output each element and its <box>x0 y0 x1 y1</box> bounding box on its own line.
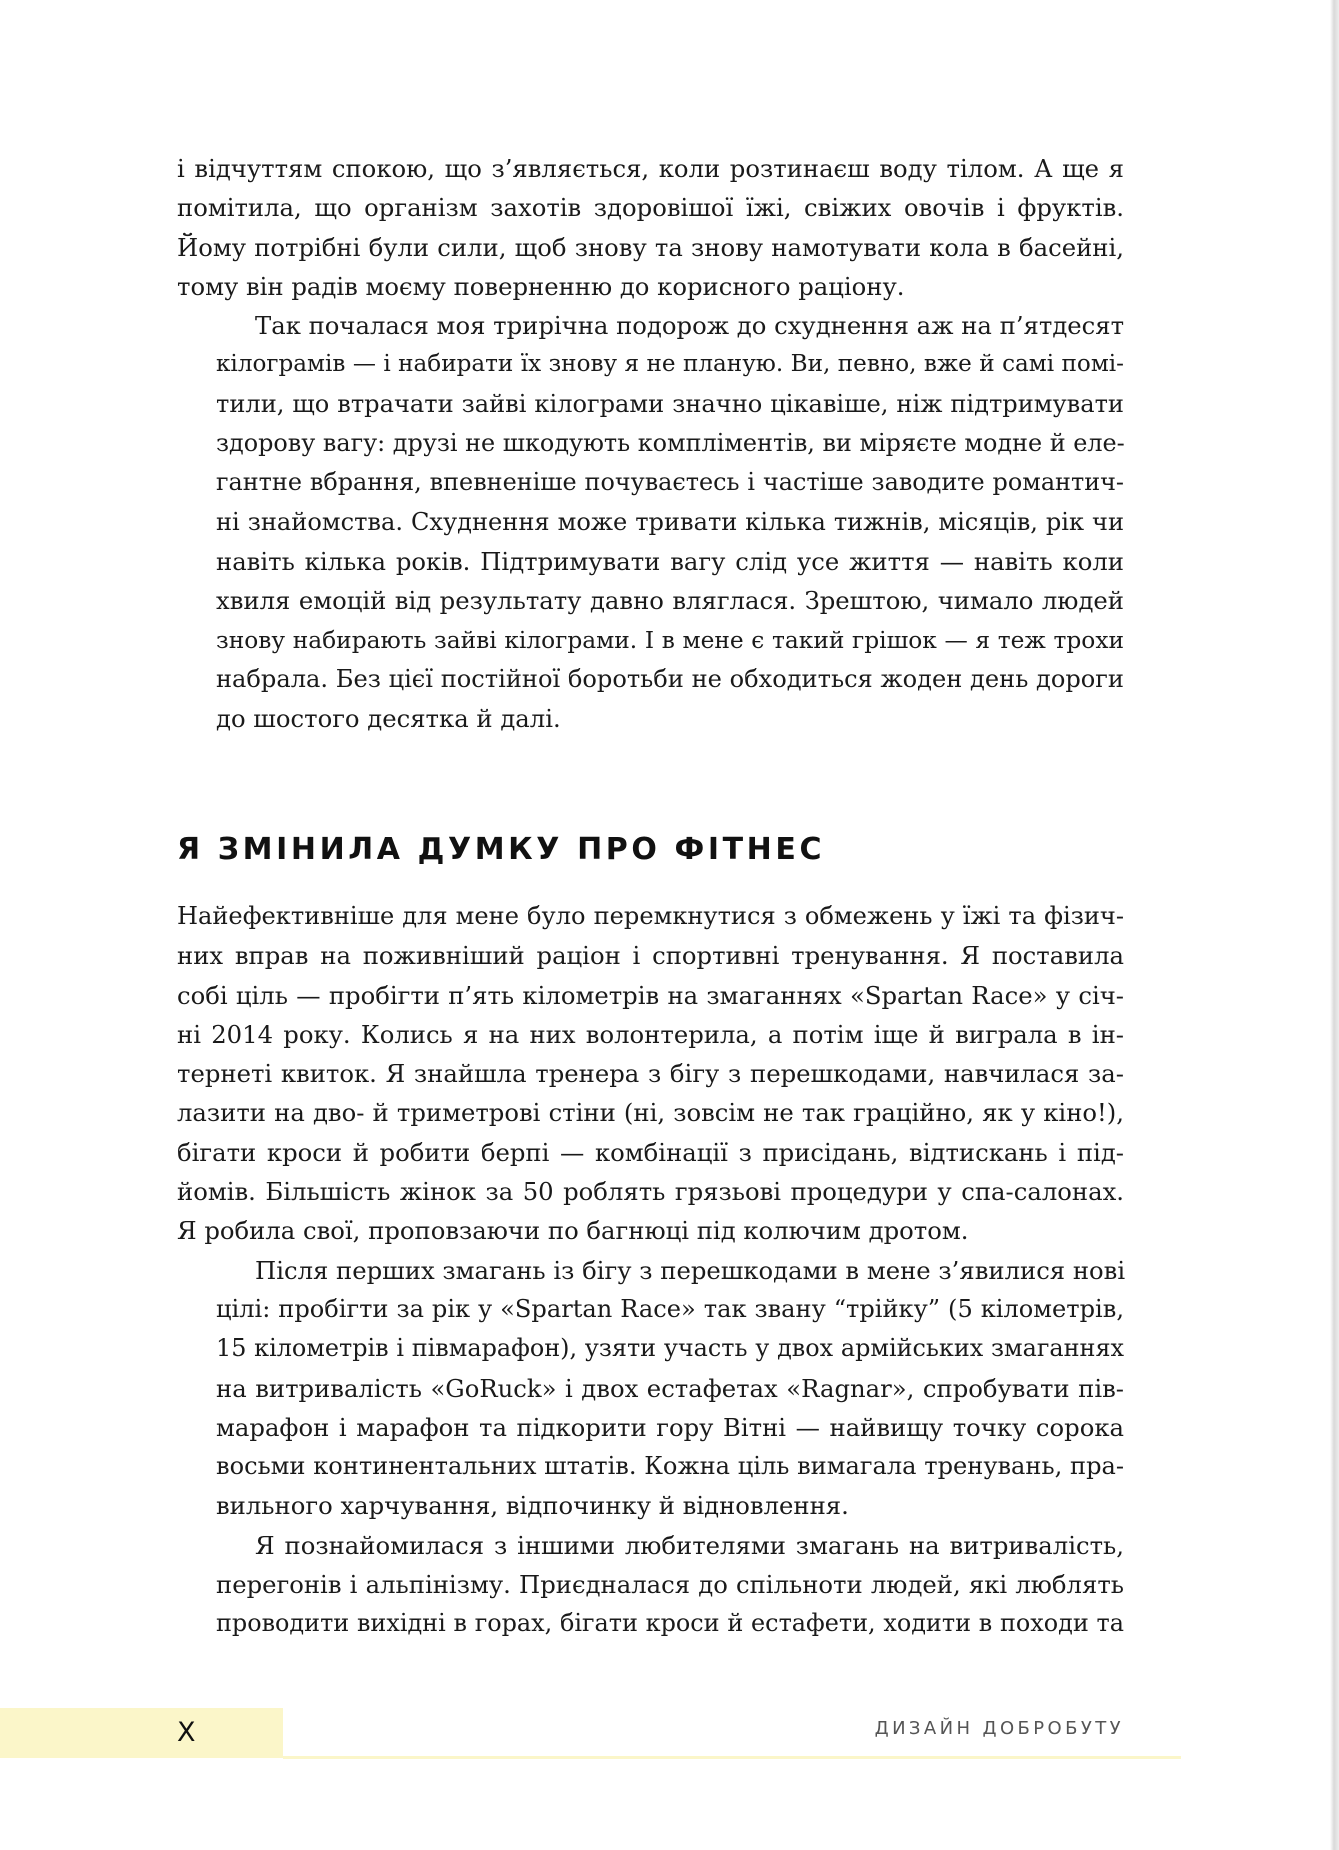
text-line: помітила, що організм захотів здоровішої їжі, свіжих овочів і фруктів. <box>177 193 1124 223</box>
text-line: на витривалість «GoRuck» і двох естафетах «Ragnar», спробувати пів- <box>216 1373 1124 1403</box>
text-line: ні 2014 року. Колись я на них волонтерила, а потім іще й виграла в ін- <box>177 1019 1124 1049</box>
text-line: перегонів і альпінізму. Приєдналася до спільноти людей, які люблять <box>216 1570 1124 1600</box>
footer-rule <box>283 1756 1181 1759</box>
text-line: знову набирають зайві кілограми. І в мене є такий грішок — я теж трохи <box>216 626 1124 654</box>
paragraph-2 <box>177 306 1124 738</box>
paragraph-4 <box>177 1251 1124 1526</box>
text-line: йомів. Більшість жінок за 50 роблять грязьові процедури у спа-салонах. <box>177 1177 1124 1207</box>
text-line: тому він радів моєму поверненню до корисного раціону. <box>177 271 905 301</box>
paragraph-5 <box>177 1526 1124 1644</box>
text-line: Найефективніше для мене було перемкнутися з обмежень у їжі та фізич- <box>177 902 1124 930</box>
text-line: проводити вихідні в горах, бігати кроси й естафети, ходити в походи та <box>216 1609 1124 1638</box>
text-line: кілограмів — і набирати їх знову я не планую. Ви, певно, вже й самі помі- <box>216 351 1124 378</box>
page-edge-shadow <box>1330 0 1339 1850</box>
text-line: Так почалася моя трирічна подорож до схуднення аж на п’ятдесят <box>255 311 1125 341</box>
text-line: хвиля емоцій від результату давно вляглася. Зрештою, чимало людей <box>216 586 1124 616</box>
text-line: Після перших змагань із бігу з перешкодами в мене з’явилися нові <box>255 1255 1126 1285</box>
text-line: вильного харчування, відпочинку й відновлення. <box>216 1491 849 1521</box>
page-number: X <box>177 1717 196 1748</box>
text-line: собі ціль — пробігти п’ять кілометрів на змаганнях «Spartan Race» у січ- <box>177 980 1124 1010</box>
text-line: до шостого десятка й далі. <box>216 704 561 734</box>
footer-page-number-highlight <box>0 1708 283 1758</box>
running-title: ДИЗАЙН ДОБРОБУТУ <box>874 1718 1124 1739</box>
text-line: набрала. Без цієї постійної боротьби не обходиться жоден день дороги <box>216 664 1124 693</box>
text-line: ні знайомства. Схуднення може тривати кілька тижнів, місяців, рік чи <box>216 507 1124 536</box>
body-text-section <box>177 897 1124 1644</box>
text-line: навіть кілька років. Підтримувати вагу слід усе життя — навіть коли <box>216 546 1124 576</box>
paragraph-1 <box>177 149 1124 306</box>
text-line: цілі: пробігти за рік у «Spartan Race» так звану “трійку” (5 кілометрів, <box>216 1294 1124 1323</box>
text-line: Я познайомилася з іншими любителями змагань на витривалість, <box>255 1530 1124 1560</box>
text-line: тили, що втрачати зайві кілограми значно цікавіше, ніж підтримувати <box>216 389 1124 418</box>
body-text-top <box>177 149 1124 738</box>
text-line: і відчуттям спокою, що з’являється, коли розтинаєш воду тілом. А ще я <box>177 154 1124 183</box>
paragraph-3 <box>177 897 1124 1251</box>
text-line: гантне вбрання, впевненіше почуваєтесь і частіше заводите романтич- <box>216 468 1124 497</box>
text-line: Йому потрібні були сили, щоб знову та знову намотувати кола в басейні, <box>177 232 1124 262</box>
text-line: здорову вагу: друзі не шкодують компліментів, ви міряєте модне й еле- <box>216 429 1125 458</box>
text-line: бігати кроси й робити берпі — комбінації з присідань, відтискань і під- <box>177 1137 1124 1167</box>
section-heading: Я ЗМІНИЛА ДУМКУ ПРО ФІТНЕС <box>177 832 826 867</box>
text-line: лазити на дво- й триметрові стіни (ні, зовсім не так граційно, як у кіно!), <box>177 1098 1124 1128</box>
text-line: восьми континентальних штатів. Кожна ціль вимагала тренувань, пра- <box>216 1452 1124 1481</box>
text-line: Я робила свої, проповзаючи по багнюці під колючим дротом. <box>177 1216 969 1246</box>
text-line: них вправ на поживніший раціон і спортивні тренування. Я поставила <box>177 941 1124 971</box>
text-line: марафон і марафон та підкорити гору Вітні — найвищу точку сорока <box>216 1412 1124 1442</box>
text-line: 15 кілометрів і півмарафон), узяти участь у двох армійських змаганнях <box>216 1334 1124 1363</box>
text-line: тернеті квиток. Я знайшла тренера з бігу з перешкодами, навчилася за- <box>177 1059 1124 1089</box>
